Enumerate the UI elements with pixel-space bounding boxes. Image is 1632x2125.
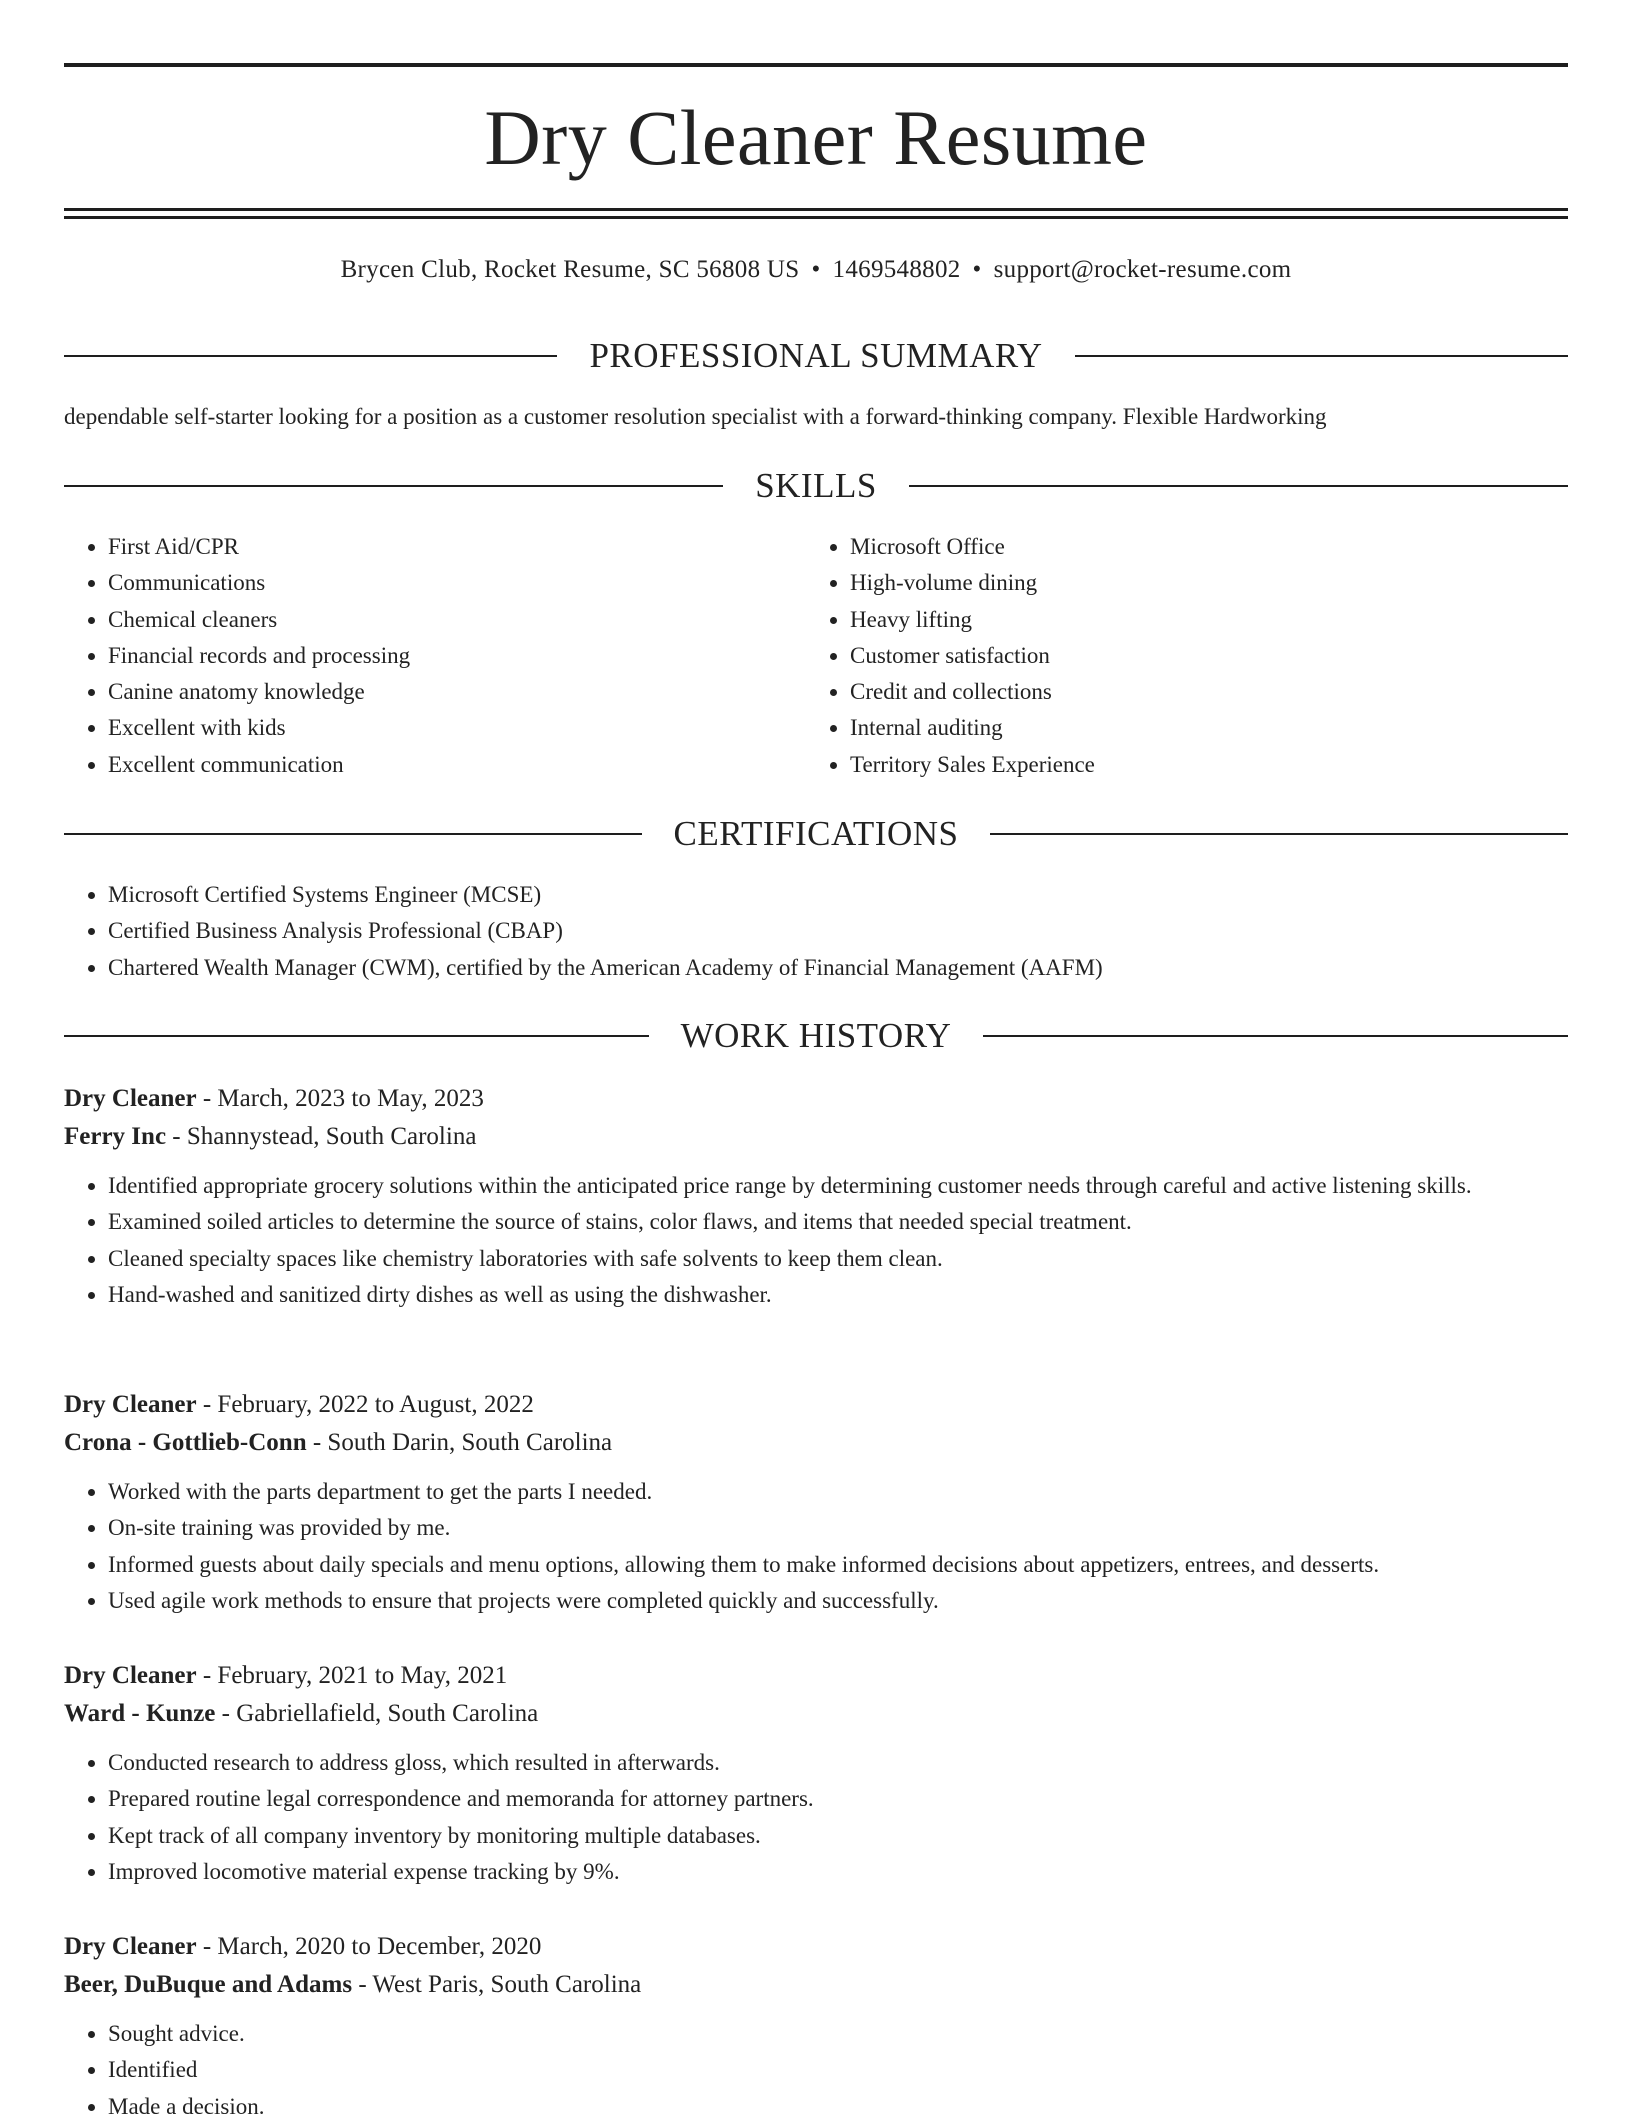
skill-item: • Chemical cleaners — [108, 602, 764, 638]
heading-rule-left — [64, 1035, 649, 1037]
certification-item: • Certified Business Analysis Professional (CBAP) — [108, 913, 1568, 949]
section-title: PROFESSIONAL SUMMARY — [589, 336, 1043, 375]
section-heading-certifications — [64, 814, 1568, 854]
skill-item: • Canine anatomy knowledge — [108, 674, 764, 710]
skill-item: • Excellent with kids — [108, 710, 764, 746]
job-bullet: • Identified appropriate grocery solutions within the anticipated price range by determining customer needs through careful and active listening skills. — [108, 1168, 1568, 1204]
skill-item: • Financial records and processing — [108, 638, 764, 674]
heading-rule-right — [909, 485, 1568, 487]
job-bullet: • Made a decision. — [108, 2089, 1568, 2125]
job-title-line — [64, 1928, 1568, 1966]
heading-rule-right — [1075, 355, 1568, 357]
contact-phone: 1469548802 — [832, 256, 961, 283]
skill-item: • Credit and collections — [850, 674, 1506, 710]
header-bottom-rule-second — [64, 216, 1568, 219]
skills-column-right — [806, 529, 1506, 783]
job-bullet: • Used agile work methods to ensure that projects were completed quickly and successfully. — [108, 1583, 1568, 1619]
job-bullet: • Hand-washed and sanitized dirty dishes as well as using the dishwasher. — [108, 1277, 1568, 1313]
job-bullet: • Identified — [108, 2052, 1568, 2088]
certification-item: • Microsoft Certified Systems Engineer (MCSE) — [108, 877, 1568, 913]
job-dates: - March, 2023 to May, 2023 — [196, 1085, 484, 1112]
summary-text: dependable self-starter looking for a position as a customer resolution specialist with a forward-thinking company. Flexible Hardworking — [64, 404, 1327, 429]
skill-item: • Excellent communication — [108, 747, 764, 783]
job-bullet: • Sought advice. — [108, 2016, 1568, 2052]
job-company-line — [64, 1695, 1568, 1733]
job-title: Dry Cleaner — [64, 1391, 197, 1418]
skill-item: • Territory Sales Experience — [850, 747, 1506, 783]
job-company: Ward - Kunze — [64, 1700, 216, 1727]
header-top-rule — [64, 63, 1568, 67]
certifications-list — [64, 877, 1568, 986]
job-company-line — [64, 1424, 1568, 1462]
skill-item: • First Aid/CPR — [108, 529, 764, 565]
job-bullet: • Kept track of all company inventory by monitoring multiple databases. — [108, 1818, 1568, 1854]
job-location: - South Darin, South Carolina — [306, 1429, 613, 1456]
job-dates: - February, 2021 to May, 2021 — [196, 1662, 508, 1689]
contact-separator: • — [811, 256, 821, 283]
job-title-line — [64, 1386, 1568, 1424]
heading-rule-left — [64, 485, 723, 487]
section-heading-work-history — [64, 1016, 1568, 1056]
skill-item: • Microsoft Office — [850, 529, 1506, 565]
skill-item: • Customer satisfaction — [850, 638, 1506, 674]
heading-rule-right — [990, 833, 1568, 835]
job-bullet: • Examined soiled articles to determine the source of stains, color flaws, and items that needed special treatment. — [108, 1204, 1568, 1240]
job-title: Dry Cleaner — [64, 1085, 197, 1112]
job-entry — [64, 1928, 1568, 2125]
job-dates: - February, 2022 to August, 2022 — [196, 1391, 534, 1418]
skills-column-left — [64, 529, 764, 783]
skill-item: • Communications — [108, 565, 764, 601]
job-bullet: • Prepared routine legal correspondence and memoranda for attorney partners. — [108, 1781, 1568, 1817]
job-title: Dry Cleaner — [64, 1933, 197, 1960]
header-bottom-rule — [64, 208, 1568, 211]
heading-rule-left — [64, 355, 557, 357]
job-company-line — [64, 1118, 1568, 1156]
job-company: Ferry Inc — [64, 1123, 167, 1150]
skill-item: • Heavy lifting — [850, 602, 1506, 638]
job-company: Beer, DuBuque and Adams — [64, 1971, 353, 1998]
job-title-line — [64, 1080, 1568, 1118]
job-title: Dry Cleaner — [64, 1662, 197, 1689]
heading-rule-left — [64, 833, 642, 835]
job-bullet: • Conducted research to address gloss, which resulted in afterwards. — [108, 1745, 1568, 1781]
job-dates: - March, 2020 to December, 2020 — [196, 1933, 542, 1960]
certification-item: • Chartered Wealth Manager (CWM), certified by the American Academy of Financial Management (AAFM) — [108, 950, 1568, 986]
job-bullet: • Cleaned specialty spaces like chemistry laboratories with safe solvents to keep them clean. — [108, 1241, 1568, 1277]
resume-title: Dry Cleaner Resume — [484, 94, 1148, 181]
job-company: Crona - Gottlieb-Conn — [64, 1429, 307, 1456]
job-location: - West Paris, South Carolina — [352, 1971, 642, 1998]
contact-line — [64, 252, 1568, 288]
contact-separator: • — [972, 256, 982, 283]
job-title-line — [64, 1657, 1568, 1695]
section-title: CERTIFICATIONS — [673, 814, 959, 853]
job-bullet: • Improved locomotive material expense tracking by 9%. — [108, 1854, 1568, 1890]
section-title: WORK HISTORY — [680, 1016, 952, 1055]
skill-item: • Internal auditing — [850, 710, 1506, 746]
section-heading-summary — [64, 336, 1568, 376]
contact-email: support@rocket-resume.com — [993, 256, 1292, 283]
job-bullet: • Informed guests about daily specials and menu options, allowing them to make informed decisions about appetizers, entrees, and desserts. — [108, 1547, 1568, 1583]
heading-rule-right — [983, 1035, 1568, 1037]
job-company-line — [64, 1966, 1568, 2004]
job-bullet: • On-site training was provided by me. — [108, 1510, 1568, 1546]
job-bullet: • Worked with the parts department to get the parts I needed. — [108, 1474, 1568, 1510]
skill-item: • High-volume dining — [850, 565, 1506, 601]
section-title: SKILLS — [755, 466, 877, 505]
job-entry — [64, 1386, 1568, 1619]
section-heading-skills — [64, 466, 1568, 506]
job-entry — [64, 1080, 1568, 1313]
job-location: - Gabriellafield, South Carolina — [215, 1700, 539, 1727]
contact-address: Brycen Club, Rocket Resume, SC 56808 US — [340, 256, 800, 283]
job-location: - Shannystead, South Carolina — [166, 1123, 477, 1150]
job-entry — [64, 1657, 1568, 1890]
